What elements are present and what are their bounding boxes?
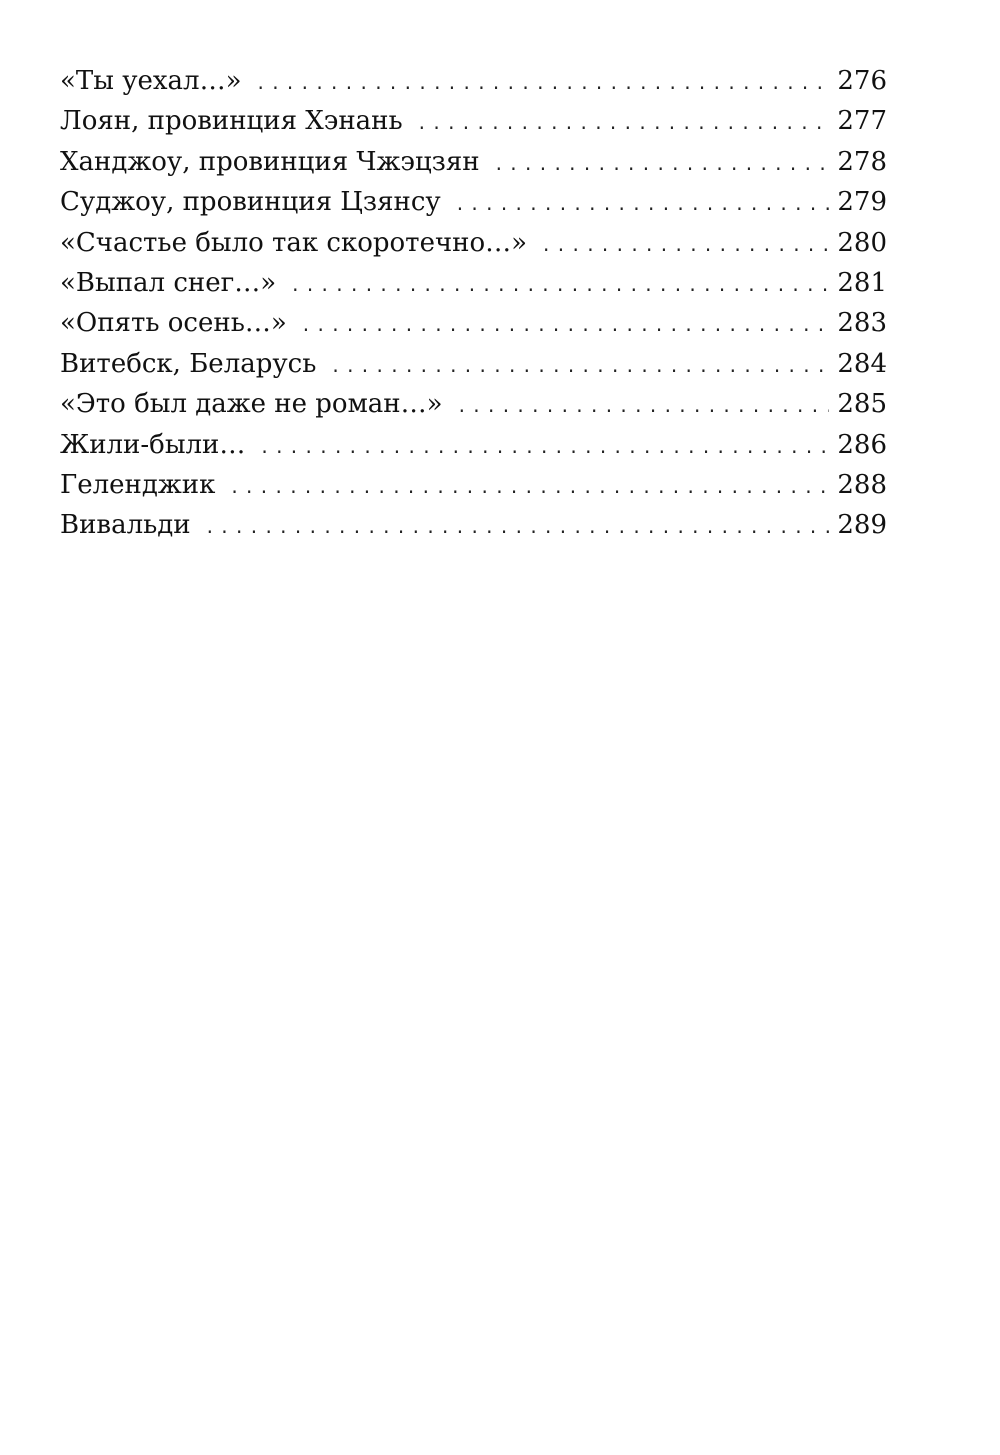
toc-entry-page: 286 bbox=[837, 429, 887, 460]
dot-leader bbox=[459, 393, 830, 417]
dot-leader bbox=[207, 514, 830, 538]
toc-entry-page: 281 bbox=[837, 267, 887, 298]
toc-entry bbox=[60, 147, 887, 187]
dot-leader bbox=[332, 353, 829, 377]
toc-entry bbox=[60, 389, 887, 429]
toc-entry-page: 283 bbox=[837, 308, 887, 339]
dot-leader bbox=[543, 232, 829, 256]
dot-leader bbox=[292, 272, 829, 296]
toc-entry bbox=[60, 228, 887, 268]
toc-entry-title: Лоян, провинция Хэнань bbox=[60, 106, 403, 137]
toc-entry-title: Суджоу, провинция Цзянсу bbox=[60, 187, 441, 218]
toc-entry bbox=[60, 187, 887, 227]
toc-entry-title: Витебск, Беларусь bbox=[60, 348, 317, 379]
toc-entry-title: Геленджик bbox=[60, 469, 216, 500]
toc-entry bbox=[60, 308, 887, 348]
toc-entry-page: 288 bbox=[837, 469, 887, 500]
toc-entry bbox=[60, 430, 887, 470]
toc-entry-page: 278 bbox=[837, 146, 887, 177]
toc-entry-title: Вивальди bbox=[60, 510, 191, 541]
dot-leader bbox=[257, 70, 829, 94]
toc-entry-title: «Опять осень…» bbox=[60, 308, 287, 339]
toc-entry-title: «Счастье было так скоротечно…» bbox=[60, 227, 528, 258]
toc-entry-page: 285 bbox=[837, 389, 887, 420]
toc-entry bbox=[60, 268, 887, 308]
toc-entry bbox=[60, 106, 887, 146]
toc-entry-page: 277 bbox=[837, 106, 887, 137]
toc-entry-page: 276 bbox=[837, 66, 887, 96]
toc-entry-page: 284 bbox=[837, 348, 887, 379]
toc-entry-title: «Это был даже не роман…» bbox=[60, 389, 443, 420]
dot-leader bbox=[231, 474, 829, 498]
toc-entry bbox=[60, 510, 887, 550]
toc-entry-title: Ханджоу, провинция Чжэцзян bbox=[60, 146, 480, 177]
toc-entry bbox=[60, 349, 887, 389]
toc-entry-page: 280 bbox=[837, 227, 887, 258]
dot-leader bbox=[496, 151, 830, 175]
table-of-contents bbox=[60, 66, 887, 551]
toc-entry bbox=[60, 66, 887, 106]
toc-entry bbox=[60, 470, 887, 510]
toc-entry-title: Жили-были… bbox=[60, 429, 246, 460]
dot-leader bbox=[261, 434, 829, 458]
toc-entry-title: «Выпал снег…» bbox=[60, 267, 277, 298]
dot-leader bbox=[303, 312, 830, 336]
dot-leader bbox=[457, 191, 830, 215]
dot-leader bbox=[419, 110, 830, 134]
toc-entry-page: 279 bbox=[837, 187, 887, 218]
toc-entry-title: «Ты уехал…» bbox=[60, 66, 242, 96]
toc-entry-page: 289 bbox=[837, 510, 887, 541]
